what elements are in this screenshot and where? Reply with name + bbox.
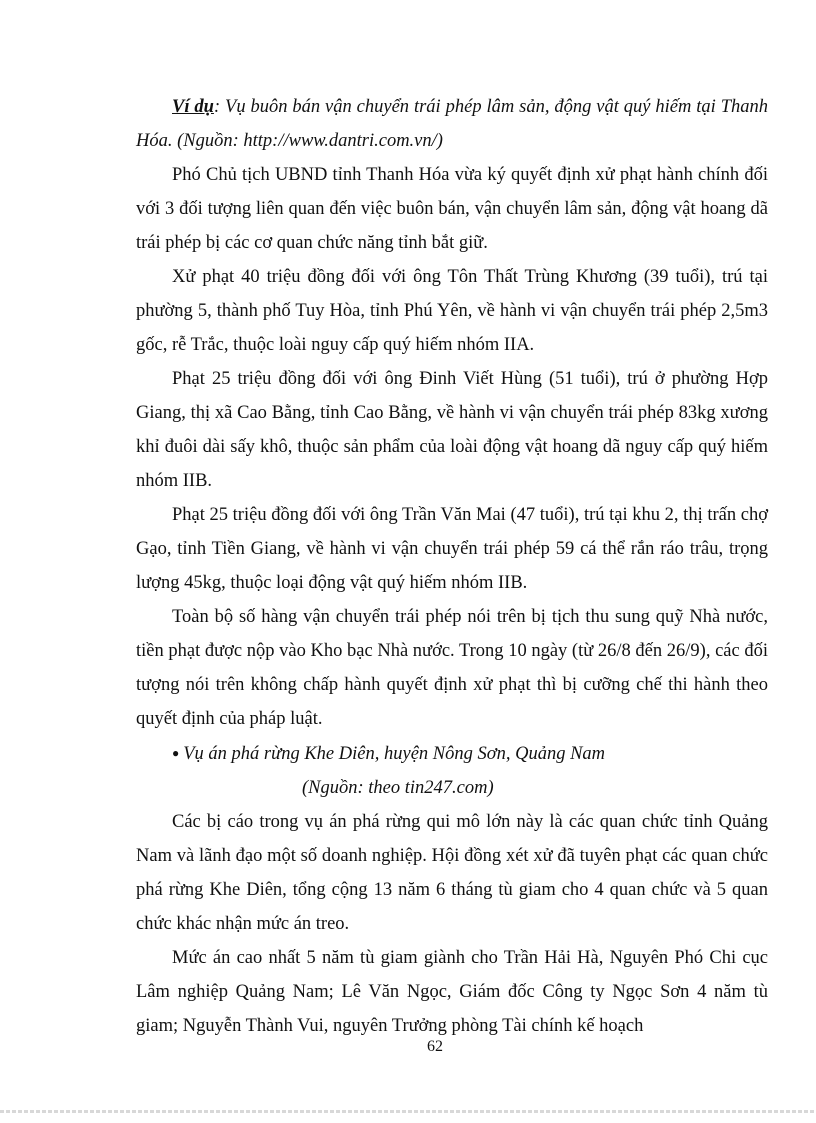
example-heading — [136, 90, 768, 158]
bottom-divider — [0, 1110, 816, 1113]
paragraph: Mức án cao nhất 5 năm tù giam giành cho Trần Hải Hà, Nguyên Phó Chi cục Lâm nghiệp Quảng Nam; Lê Văn Ngọc, Giám đốc Công ty Ngọc Sơn 4 năm tù giam; Nguyễn Thành Vui, nguyên Trưởng phòng Tài chính kế hoạch — [136, 948, 768, 1036]
example-title: Vụ buôn bán vận chuyển trái phép lâm sản, động vật quý hiếm tại Thanh Hóa. (Nguồn: http://www.dantri.com.vn/) — [136, 97, 768, 151]
example-colon: : — [213, 97, 221, 117]
case-heading — [172, 736, 768, 771]
paragraph: Các bị cáo trong vụ án phá rừng qui mô lớn này là các quan chức tỉnh Quảng Nam và lãnh đạo một số doanh nghiệp. Hội đồng xét xử đã tuyên phạt các quan chức phá rừng Khe Diên, tổng cộng 13 năm 6 tháng tù giam cho 4 quan chức và 5 quan chức khác nhận mức án treo. — [136, 812, 768, 934]
page-number: 62 — [427, 1038, 443, 1055]
paragraph: Xử phạt 40 triệu đồng đối với ông Tôn Thất Trùng Khương (39 tuổi), trú tại phường 5, thành phố Tuy Hòa, tỉnh Phú Yên, về hành vi vận chuyển trái phép 2,5m3 gốc, rễ Trắc, thuộc loài nguy cấp quý hiếm nhóm IIA. — [136, 267, 768, 355]
paragraph: Toàn bộ số hàng vận chuyển trái phép nói trên bị tịch thu sung quỹ Nhà nước, tiền phạt được nộp vào Kho bạc Nhà nước. Trong 10 ngày (từ 26/8 đến 26/9), các đối tượng nói trên không chấp hành quyết định xử phạt thì bị cưỡng chế thi hành theo quyết định của pháp luật. — [136, 607, 768, 729]
case-title: Vụ án phá rừng Khe Diên, huyện Nông Sơn, Quảng Nam — [183, 744, 606, 764]
paragraph: Phó Chủ tịch UBND tỉnh Thanh Hóa vừa ký quyết định xử phạt hành chính đối với 3 đối tượng liên quan đến việc buôn bán, vận chuyển lâm sản, động vật hoang dã trái phép bị các cơ quan chức năng tỉnh bắt giữ. — [136, 165, 768, 253]
paragraph: Phạt 25 triệu đồng đối với ông Đinh Viết Hùng (51 tuổi), trú ở phường Hợp Giang, thị xã Cao Bằng, tỉnh Cao Bằng, về hành vi vận chuyển trái phép 83kg xương khỉ đuôi dài sấy khô, thuộc sản phẩm của loài động vật hoang dã nguy cấp quý hiếm nhóm IIB. — [136, 369, 768, 491]
page-body — [136, 90, 768, 1043]
bullet-icon: ● — [172, 746, 180, 760]
example-label: Ví dụ — [172, 97, 214, 117]
case-source: (Nguồn: theo tin247.com) — [302, 778, 494, 798]
paragraph: Phạt 25 triệu đồng đối với ông Trần Văn Mai (47 tuổi), trú tại khu 2, thị trấn chợ Gạo, tỉnh Tiền Giang, về hành vi vận chuyển trái phép 59 cá thể rắn ráo trâu, trọng lượng 45kg, thuộc loại động vật quý hiếm nhóm IIB. — [136, 505, 768, 593]
